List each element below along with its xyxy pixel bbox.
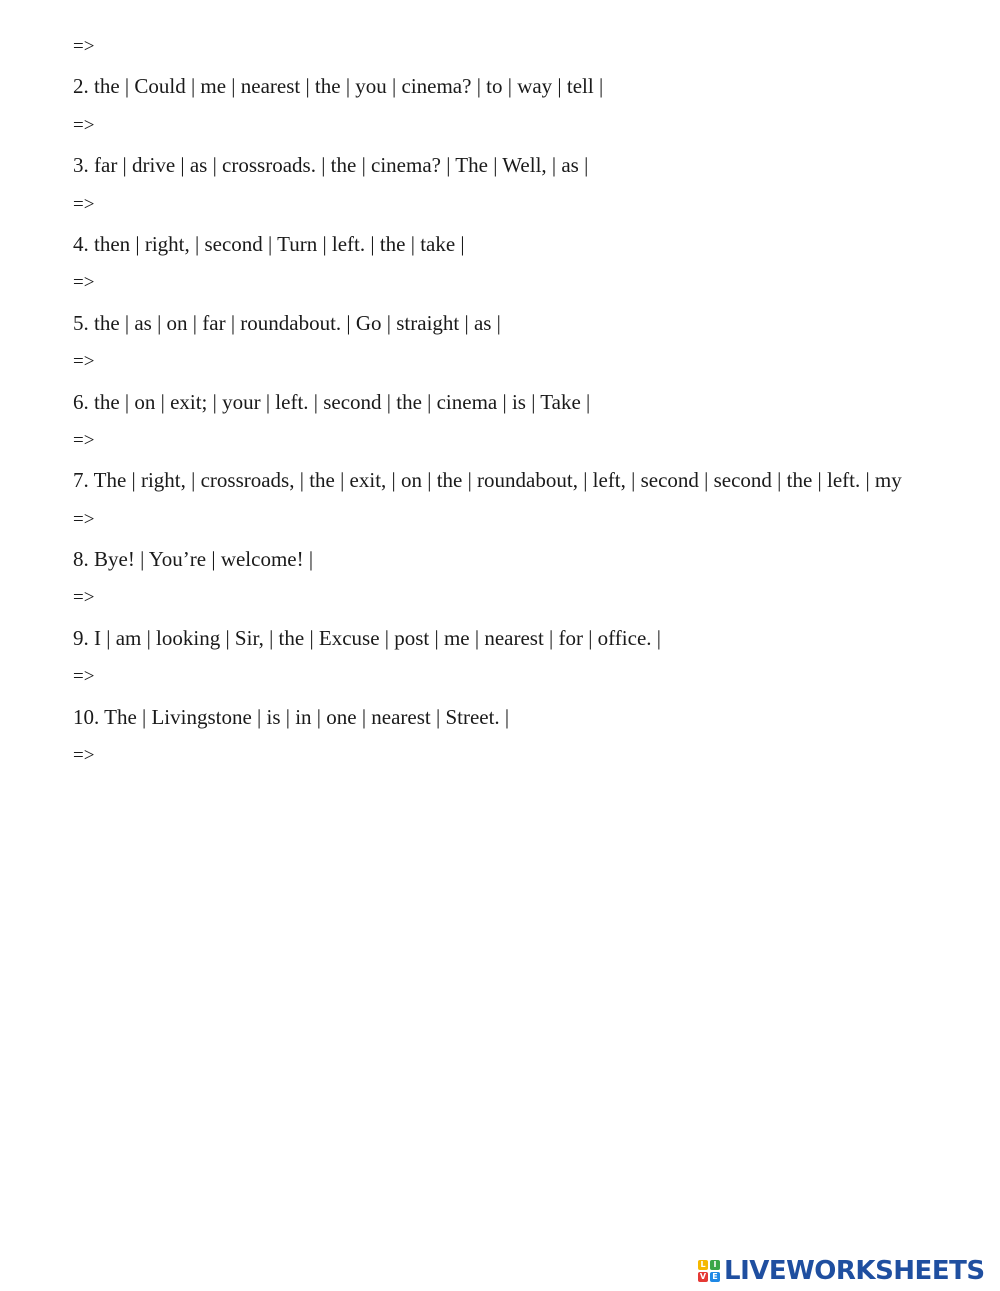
- logo-square: V: [699, 1272, 707, 1281]
- question-line: 2. the | Could | me | nearest | the | you | cinema? | to | way | tell |: [73, 74, 604, 99]
- logo-square: E: [710, 1272, 720, 1282]
- answer-line: =>: [73, 429, 95, 451]
- question-line: 4. then | right, | second | Turn | left. | the | take |: [73, 231, 465, 256]
- question-line: 7. The | right, | crossroads, | the | exit, | on | the | roundabout, | left, | second | second | the | left. | my: [73, 468, 902, 493]
- logo-square: I: [710, 1260, 720, 1270]
- answer-line: =>: [73, 587, 95, 609]
- question-line: 9. I | am | looking | Sir, | the | Excuse | post | me | nearest | for | office. |: [73, 625, 661, 650]
- answer-line: =>: [73, 351, 95, 373]
- answer-line: =>: [73, 745, 95, 767]
- logo-square: L: [698, 1260, 708, 1270]
- answer-line: =>: [73, 272, 95, 294]
- logo-text: LIVEWORKSHEETS: [724, 1256, 985, 1286]
- answer-line: =>: [73, 666, 95, 688]
- answer-line: =>: [73, 193, 95, 215]
- answer-line: =>: [73, 114, 95, 136]
- question-line: 5. the | as | on | far | roundabout. | Go | straight | as |: [73, 310, 501, 335]
- question-line: 3. far | drive | as | crossroads. | the | cinema? | The | Well, | as |: [73, 153, 589, 178]
- worksheet-content: [73, 32, 993, 780]
- logo-mark-icon: [698, 1260, 720, 1282]
- answer-line: =>: [73, 36, 95, 57]
- question-line: 8. Bye! | You’re | welcome! |: [73, 547, 314, 572]
- question-line: 10. The | Livingstone | is | in | one | nearest | Street. |: [73, 704, 510, 729]
- liveworksheets-logo: [698, 1257, 985, 1285]
- answer-line: =>: [73, 508, 95, 530]
- question-line: 6. the | on | exit; | your | left. | second | the | cinema | is | Take |: [73, 389, 591, 414]
